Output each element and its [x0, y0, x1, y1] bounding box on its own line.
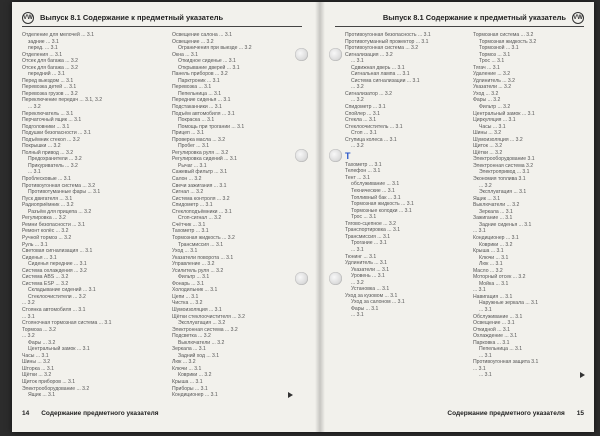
index-entry: Проблесковые ... 3.1 — [22, 176, 71, 183]
index-entry: Ремни безопасности ... 3.1 — [22, 221, 85, 228]
index-entry: Ограничения при выезде ... 3.2 — [178, 45, 252, 52]
index-entry: Удлинитель ... 3.2 — [473, 77, 516, 84]
index-entry: Эксплуатация ... 3.2 — [178, 320, 226, 327]
index-entry: Система сигнализации ... 3.1 — [351, 77, 420, 84]
index-entry: Шины ... 3.2 — [473, 130, 502, 137]
index-entry: ... 3.1 — [479, 306, 492, 313]
index-entry: Регулировка ... 3.2 — [22, 215, 66, 222]
right-page-footer — [447, 410, 584, 417]
index-entry: Цепи ... 3.1 — [172, 293, 199, 300]
index-entry: Отделения ... 3.1 — [22, 51, 63, 58]
index-entry: Освещение ... 3.1 — [473, 320, 515, 327]
index-entry: Часы ... 3.1 — [479, 123, 506, 130]
index-entry: Стеклоподъёмники ... 3.1 — [172, 208, 232, 215]
index-entry: Система охлаждения ... 3.2 — [22, 267, 87, 274]
index-entry: Указатели поворота ... 3.1 — [172, 254, 234, 261]
index-entry: Трансмиссия ... 3.1 — [178, 241, 224, 248]
index-entry: Крыша ... 3.1 — [473, 248, 504, 255]
page-continue-arrow-icon — [580, 372, 585, 378]
index-entry: Трогание ... 3.1 — [351, 240, 387, 247]
index-entry: ... 3.1 — [22, 313, 35, 320]
index-entry: задние ... 3.1 — [28, 38, 59, 45]
index-entry: Прикуриватель ... 3.2 — [28, 162, 78, 169]
index-entry: Фильтр ... 3.2 — [479, 104, 511, 111]
right-page-header — [383, 10, 584, 25]
index-entry: Навигация ... 3.1 — [473, 293, 513, 300]
index-entry: Противотуманные фары ... 3.1 — [28, 189, 101, 196]
index-entry: Тормозная жидкость ... 3.2 — [172, 234, 235, 241]
index-entry: Отсек для багажа ... 3.2 — [22, 64, 78, 71]
index-entry: Указатели ... 3.1 — [351, 266, 390, 273]
index-entry: Покрышки ... 3.2 — [22, 143, 61, 150]
index-entry: Передние сиденья ... 3.1 — [172, 97, 231, 104]
index-entry: Центральный замок ... 3.1 — [473, 110, 535, 117]
index-entry: Перевозка ... 3.1 — [172, 84, 212, 91]
right-page-header-title: Выпуск 8.1 Содержание к предметный указатель — [382, 13, 566, 22]
right-footer-title: Содержание предметного указателя — [447, 410, 565, 417]
index-entry: Удлинитель ... 3.1 — [345, 260, 388, 267]
index-entry: Стеклоочистители ... 3.2 — [28, 293, 86, 300]
index-entry: Противоугонная система ... 3.2 — [22, 182, 96, 189]
index-entry: Щётки ... 3.2 — [473, 149, 503, 156]
left-index-column-1 — [22, 32, 144, 399]
index-entry: Фильтр ... 3.1 — [178, 274, 210, 281]
index-entry: Рычаг ... 3.1 — [178, 162, 207, 169]
index-entry: Тахометр ... 3.1 — [172, 228, 209, 235]
index-entry: Стекла ... 3.1 — [345, 117, 377, 124]
index-entry: Ящик ... 3.1 — [28, 392, 56, 399]
index-entry: Пепельница ... 3.1 — [479, 346, 523, 353]
index-entry: Трансмиссия ... 3.1 — [345, 233, 391, 240]
index-entry: Люк ... 3.2 — [172, 359, 196, 366]
index-entry: Люк ... 3.1 — [479, 261, 503, 268]
index-entry: Уход ... 3.2 — [473, 90, 499, 97]
left-page-header — [22, 10, 223, 25]
index-entry: Проверка масла ... 3.2 — [172, 136, 226, 143]
index-entry: Уход ... 3.1 — [172, 248, 198, 255]
index-entry: Переключение передач ... 3.1, 3.2 — [22, 97, 103, 104]
right-header-rule — [335, 26, 584, 27]
index-entry: ... 3.2 — [351, 97, 364, 104]
index-entry: Тягово-сцепное ... 3.2 — [345, 220, 396, 227]
index-entry: Электрооборудование ... 3.2 — [22, 385, 90, 392]
index-entry: Система ABS ... 3.2 — [22, 274, 69, 281]
index-entry: Открывание дверей ... 3.1 — [178, 64, 240, 71]
index-entry: Сигнальная лампа ... 3.1 — [351, 71, 410, 78]
index-entry: Выключатели ... 3.2 — [473, 202, 520, 209]
index-entry: Зажигание ... 3.1 — [473, 215, 513, 222]
index-entry: ... 3.2 — [22, 333, 35, 340]
left-index-column-2 — [172, 32, 297, 399]
index-entry: Уход за кузовом ... 3.1 — [345, 292, 398, 299]
index-entry: Тормозная жидкость ... 3.1 — [351, 201, 414, 208]
page-continue-arrow-icon — [288, 392, 293, 398]
index-entry: Ключи ... 3.1 — [479, 254, 509, 261]
index-entry: Регулировка сидений ... 3.1 — [172, 156, 237, 163]
index-entry: Отсек для багажа ... 3.2 — [22, 58, 78, 65]
index-entry: Система ESP ... 3.2 — [22, 280, 69, 287]
index-entry: обслуживание ... 3.1 — [351, 181, 400, 188]
index-entry: Парктроник ... 3.1 — [178, 77, 220, 84]
index-entry: Тягач ... 3.1 — [473, 64, 500, 71]
index-entry: Переключатель ... 3.1 — [22, 110, 74, 117]
binder-hole-icon — [295, 48, 308, 61]
left-footer-title: Содержание предметного указателя — [41, 410, 159, 417]
index-entry: Тормоз ... 3.1 — [479, 51, 511, 58]
index-entry: Зеркала ... 3.1 — [479, 208, 513, 215]
index-entry: Подъём автомобиля ... 3.1 — [172, 110, 235, 117]
index-entry: Фонарь ... 3.1 — [172, 280, 204, 287]
left-page-header-title: Выпуск 8.1 Содержание к предметный указатель — [40, 13, 224, 22]
index-entry: Подголовники ... 3.1 — [22, 123, 70, 130]
index-entry: ... 3.1 — [351, 58, 364, 65]
right-page — [325, 2, 594, 432]
index-entry: Моторный отсек ... 3.2 — [473, 274, 526, 281]
left-page-footer — [22, 410, 159, 417]
index-entry: Электрооборудование 3.1 — [473, 156, 535, 163]
index-entry: Спойлер ... 3.1 — [345, 110, 380, 117]
book-gutter — [315, 2, 325, 432]
index-entry: Эксплуатация ... 3.1 — [479, 189, 527, 196]
index-entry: Тормоза ... 3.2 — [22, 326, 56, 333]
index-entry: ... 3.2 — [351, 143, 364, 150]
index-entry: Сиденья передние ... 3.1 — [28, 261, 87, 268]
index-entry: Щётки ... 3.2 — [22, 372, 52, 379]
index-entry: Выключатели ... 3.2 — [178, 339, 225, 346]
index-entry: ... 3.2 — [351, 279, 364, 286]
index-entry: Пепельница ... 3.1 — [178, 90, 222, 97]
index-entry: Транспортировка ... 3.1 — [345, 227, 401, 234]
index-entry: Тормозной ... 3.1 — [479, 45, 519, 52]
index-entry: Крыша ... 3.1 — [172, 378, 203, 385]
index-entry: Коврики ... 3.2 — [178, 372, 212, 379]
index-entry: ... 3.1 — [351, 246, 364, 253]
index-entry: Световая сигнализация ... 3.1 — [22, 248, 93, 255]
right-index-column-1 — [345, 32, 455, 319]
index-entry: Полный привод ... 3.2 — [22, 149, 74, 156]
index-entry: Зеркала ... 3.1 — [172, 346, 206, 353]
index-entry: передний ... 3.1 — [28, 71, 65, 78]
index-entry: Щиток ... 3.2 — [473, 143, 503, 150]
index-entry: Счётчик ... 3.1 — [172, 221, 206, 228]
index-entry: ... 3.1 — [473, 287, 486, 294]
index-entry: Покраска ... 3.1 — [178, 117, 215, 124]
index-entry: Тахометр ... 3.1 — [345, 161, 382, 168]
index-entry: Фары ... 3.1 — [351, 305, 379, 312]
index-entry: Сигнализатор ... 3.2 — [345, 90, 393, 97]
index-entry: Уровень ... 3.1 — [351, 273, 385, 280]
index-entry: Стоп-сигнал ... 3.2 — [178, 215, 222, 222]
index-entry: Освещение ... 3.2 — [172, 38, 214, 45]
index-entry: Парковка ... 3.1 — [473, 339, 510, 346]
index-entry: Телефон ... 3.1 — [345, 168, 381, 175]
index-entry: Тормозная система ... 3.2 — [473, 32, 534, 38]
index-entry: Тент ... 3.1 — [345, 174, 370, 181]
index-entry: Ящик ... 3.1 — [473, 195, 501, 202]
index-entry: Сиденья ... 3.1 — [22, 254, 57, 261]
index-entry: Центральный замок ... 3.1 — [28, 346, 90, 353]
index-entry: ... 3.1 — [479, 372, 492, 379]
index-entry: Прицеп ... 3.1 — [172, 130, 204, 137]
index-letter-heading: Т — [345, 150, 351, 161]
index-entry: Электропривод ... 3.1 — [479, 169, 530, 176]
index-entry: Стоп ... 3.1 — [351, 130, 377, 137]
index-entry: Ключи ... 3.1 — [172, 365, 202, 372]
index-entry: Отделение для мелочей ... 3.1 — [22, 32, 94, 38]
right-page-number: 15 — [576, 410, 584, 417]
index-entry: Сажевый фильтр ... 3.1 — [172, 169, 228, 176]
index-entry: Масло ... 3.2 — [473, 267, 503, 274]
index-entry: Щётки стеклоочистителя ... 3.2 — [172, 313, 246, 320]
index-entry: Фары ... 3.2 — [28, 339, 56, 346]
index-entry: Установка ... 3.1 — [351, 286, 390, 293]
index-entry: Освещение салона ... 3.1 — [172, 32, 232, 38]
index-entry: Перевозка детей ... 3.1 — [22, 84, 77, 91]
index-entry: Тормозные колодки ... 3.1 — [351, 207, 412, 214]
index-entry: ... 3.1 — [479, 352, 492, 359]
index-entry: Кондиционер ... 3.1 — [172, 392, 218, 399]
index-entry: ... 3.2 — [28, 104, 41, 111]
index-entry: Подушки безопасности ... 3.1 — [22, 130, 91, 137]
index-entry: Пробег ... 3.1 — [178, 143, 210, 150]
index-entry: Складывание сидений ... 3.1 — [28, 287, 96, 294]
index-entry: Топливный бак ... 3.1 — [351, 194, 401, 201]
index-entry: Противоугонная система ... 3.2 — [345, 45, 419, 52]
index-entry: Окна ... 3.1 — [172, 51, 198, 58]
index-entry: Чистка ... 3.2 — [172, 300, 203, 307]
index-entry: Откидной ... 3.1 — [473, 326, 510, 333]
index-entry: Тормозная жидкость 3.2 — [479, 38, 537, 45]
index-entry: Наружные зеркала ... 3.1 — [479, 300, 539, 307]
index-entry: Откидное сиденье ... 3.1 — [178, 58, 236, 65]
index-entry: ... 3.1 — [473, 228, 486, 235]
index-entry: Противоугонная защита 3.1 — [473, 359, 539, 366]
index-entry: Перед выездом ... 3.1 — [22, 77, 74, 84]
index-entry: Предохранители ... 3.2 — [28, 156, 82, 163]
book-spread — [12, 2, 594, 432]
index-entry: Спидометр ... 3.1 — [345, 104, 386, 111]
binder-hole-icon — [295, 272, 308, 285]
index-entry: Уход за салоном ... 3.1 — [351, 299, 405, 306]
right-index-column-2 — [473, 32, 585, 379]
index-entry: Щиток приборов ... 3.1 — [22, 378, 76, 385]
index-entry: ... 3.1 — [351, 312, 364, 319]
index-entry: Стояночная тормозная система ... 3.1 — [22, 320, 112, 327]
left-page — [12, 2, 312, 432]
index-entry: Регулировка руля ... 3.2 — [172, 149, 229, 156]
binder-hole-icon — [329, 48, 342, 61]
index-entry: Коврики ... 3.2 — [479, 241, 513, 248]
binder-hole-icon — [329, 149, 342, 162]
index-entry: Шторка ... 3.1 — [22, 365, 54, 372]
index-entry: Электронная система ... 3.2 — [172, 326, 238, 333]
index-entry: Салон ... 3.2 — [172, 176, 202, 183]
index-entry: Указатели ... 3.2 — [473, 84, 512, 91]
index-entry: Спидометр ... 3.1 — [172, 202, 213, 209]
index-entry: Усилитель руля ... 3.2 — [172, 267, 224, 274]
index-entry: Руль ... 3.1 — [22, 241, 48, 248]
index-entry: Приборы ... 3.1 — [172, 385, 208, 392]
index-entry: ... 3.1 — [473, 365, 486, 372]
index-entry: Циркуляция ... 3.1 — [473, 117, 516, 124]
index-entry: Шины ... 3.2 — [22, 359, 51, 366]
index-entry: Охлаждение ... 3.1 — [473, 333, 518, 340]
vw-logo-icon: VW — [22, 12, 34, 24]
index-entry: Сигнал ... 3.2 — [172, 189, 204, 196]
index-entry: Подстаканники ... 3.1 — [172, 104, 222, 111]
left-page-number: 14 — [22, 410, 30, 417]
binder-hole-icon — [295, 149, 308, 162]
index-entry: Панель приборов ... 3.2 — [172, 71, 228, 78]
index-entry: Задние сиденья ... 3.1 — [479, 221, 532, 228]
left-header-rule — [22, 26, 302, 27]
index-entry: Обслуживание ... 3.1 — [473, 313, 523, 320]
index-entry: Трос ... 3.1 — [351, 214, 377, 221]
index-entry: Ступица колеса ... 3.1 — [345, 136, 397, 143]
index-entry: Тюнинг ... 3.1 — [345, 253, 377, 260]
index-entry: Удаление ... 3.2 — [473, 71, 511, 78]
index-entry: Перевозка грузов ... 3.2 — [22, 90, 78, 97]
index-entry: Помощь при трогании ... 3.1 — [178, 123, 245, 130]
index-entry: Шумоизоляция ... 3.1 — [172, 306, 222, 313]
vw-logo-icon: VW — [572, 12, 584, 24]
index-entry: Часы ... 3.1 — [22, 352, 49, 359]
index-entry: Система контроля ... 3.2 — [172, 195, 230, 202]
index-entry: Сдвижная дверь ... 3.1 — [351, 64, 405, 71]
index-entry: Мойка ... 3.1 — [479, 280, 509, 287]
index-entry: Задний ход ... 3.1 — [178, 352, 220, 359]
index-entry: перед. ... 3.1 — [28, 45, 58, 52]
index-entry: ... 3.2 — [351, 84, 364, 91]
index-entry: Противотуманный прожектор ... 3.1 — [345, 38, 429, 45]
index-entry: Подъёмник стекол ... 3.2 — [22, 136, 80, 143]
index-entry: Радиоприёмник ... 3.2 — [22, 202, 74, 209]
index-entry: Свечи зажигания ... 3.1 — [172, 182, 227, 189]
index-entry: ... 3.2 — [479, 182, 492, 189]
index-entry: Управление ... 3.2 — [172, 261, 215, 268]
index-entry: Фары ... 3.2 — [473, 97, 501, 104]
binder-hole-icon — [329, 272, 342, 285]
index-entry: Ручной тормоз ... 3.2 — [22, 234, 72, 241]
index-entry: Шумоизоляция ... 3.2 — [473, 136, 523, 143]
index-entry: Стеклоочиститель ... 3.1 — [345, 123, 403, 130]
index-entry: Подсветка ... 3.2 — [172, 333, 211, 340]
index-entry: Противоугонная безопасность ... 3.1 — [345, 32, 431, 38]
index-entry: ... 3.2 — [22, 300, 35, 307]
index-entry: Холодильник ... 3.1 — [172, 287, 218, 294]
index-entry: Экономия топлива 3.1 — [473, 176, 526, 183]
index-entry: Трос ... 3.1 — [479, 58, 505, 65]
index-entry: Электронная система 3.2 — [473, 162, 534, 169]
index-entry: Ремонт колёс ... 3.2 — [22, 228, 69, 235]
index-entry: ... 3.1 — [28, 169, 41, 176]
index-entry: Кондиционер ... 3.1 — [473, 234, 519, 241]
index-entry: Перчаточный ящик ... 3.1 — [22, 117, 82, 124]
index-entry: Пуск двигателя ... 3.1 — [22, 195, 73, 202]
index-entry: Разъём для прицепа ... 3.2 — [28, 208, 92, 215]
index-entry: Стоянка автомобиля ... 3.1 — [22, 306, 86, 313]
index-entry: Сигнализация ... 3.2 — [345, 51, 393, 58]
index-entry: Технические ... 3.1 — [351, 188, 395, 195]
